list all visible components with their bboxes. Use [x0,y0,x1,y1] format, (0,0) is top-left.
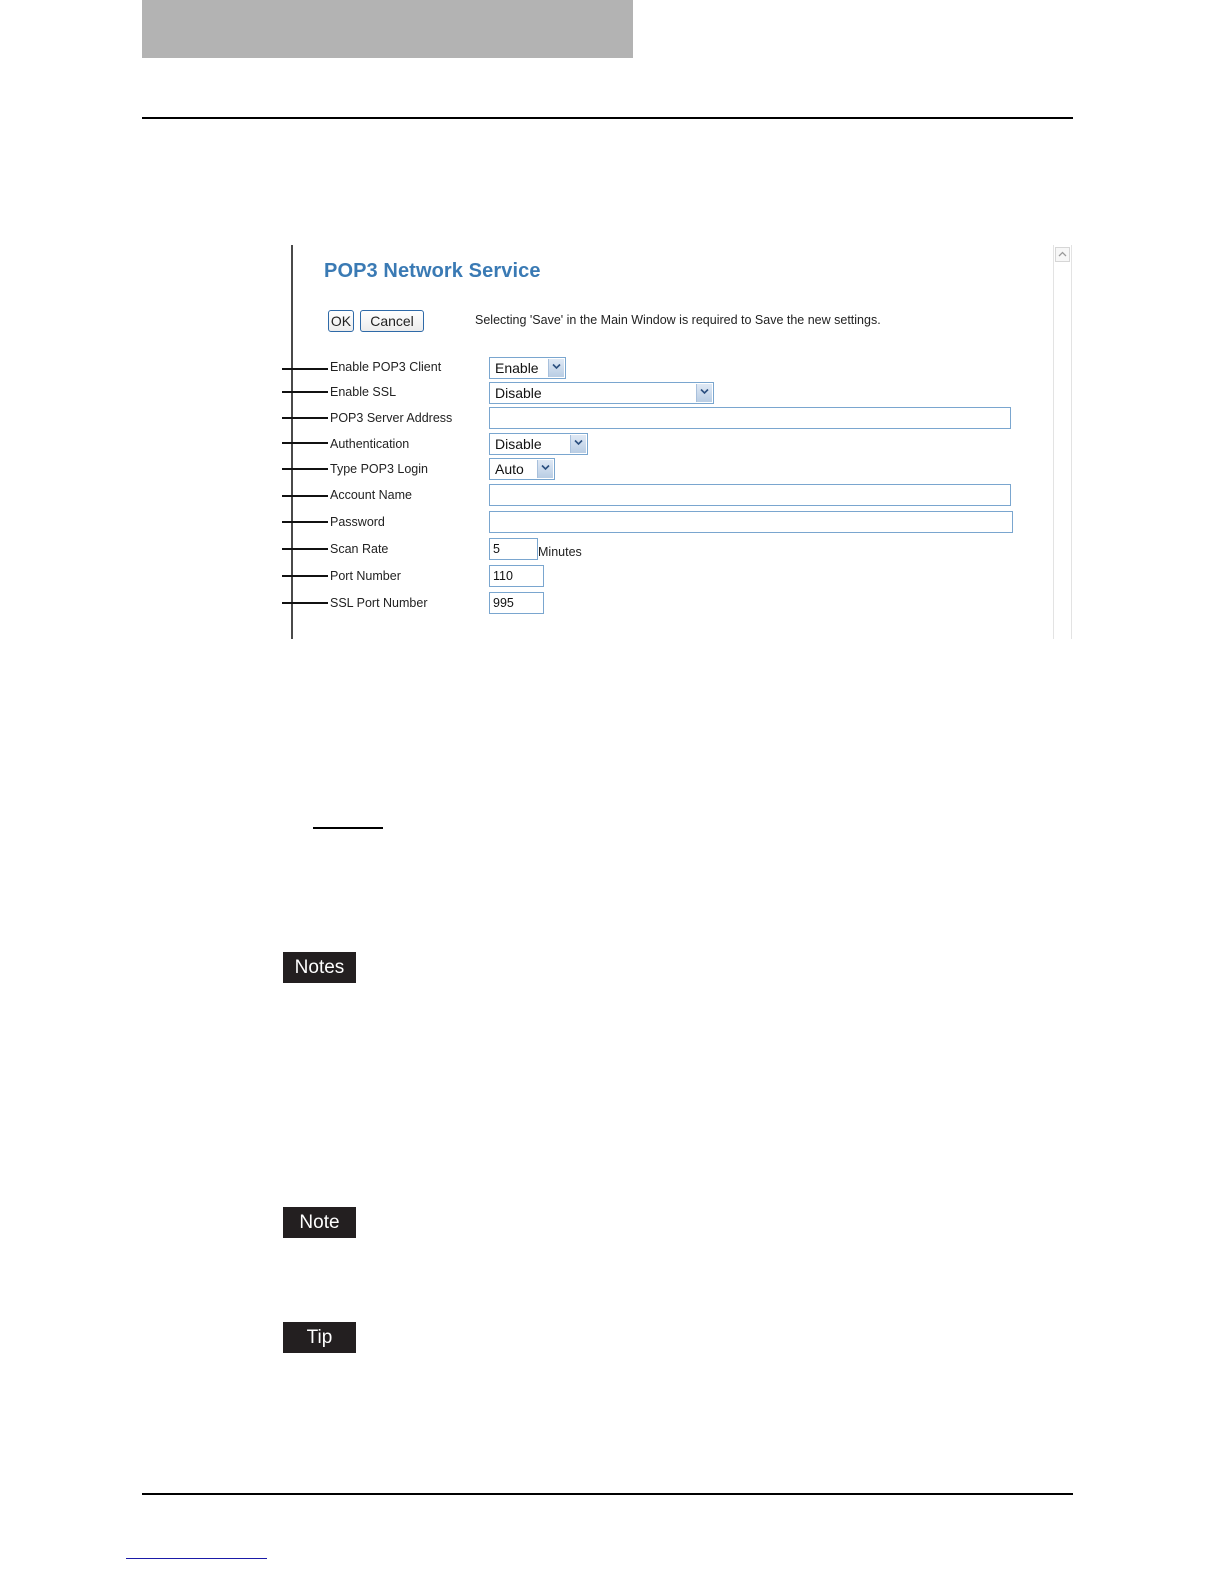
authentication-value: Disable [495,436,542,452]
footer-rule [142,1493,1073,1495]
callout-line [282,442,328,444]
authentication-label: Authentication [330,437,410,451]
port-number-input[interactable]: 110 [489,565,544,587]
password-label: Password [330,515,385,529]
enable-ssl-value: Disable [495,385,542,401]
chevron-down-icon [570,435,586,453]
authentication-select[interactable] [489,433,588,455]
page-title: POP3 Network Service [324,260,541,282]
callout-line [282,368,328,370]
chevron-down-icon [548,359,564,377]
scan-rate-label: Scan Rate [330,542,389,556]
chevron-down-icon [537,460,553,478]
section-rule [313,827,383,829]
pop3-server-address-label: POP3 Server Address [330,411,453,425]
chevron-down-icon [696,384,712,402]
scroll-up-button[interactable] [1055,247,1070,262]
header-rule [142,117,1073,119]
header-gray-block [142,0,633,58]
enable-ssl-label: Enable SSL [330,385,397,399]
enable-pop3-client-value: Enable [495,360,539,376]
account-name-input[interactable] [489,484,1011,506]
ssl-port-number-input[interactable]: 995 [489,592,544,614]
callout-line [282,521,328,523]
enable-ssl-select[interactable] [489,382,714,404]
type-pop3-login-select[interactable] [489,458,555,480]
enable-pop3-client-select[interactable] [489,357,566,379]
cancel-button[interactable]: Cancel [360,310,424,332]
scan-rate-unit: Minutes [538,545,582,559]
account-name-label: Account Name [330,488,412,502]
vertical-scrollbar[interactable] [1053,245,1072,639]
callout-line [282,468,328,470]
callout-line [282,417,328,419]
port-number-label: Port Number [330,569,401,583]
type-pop3-login-label: Type POP3 Login [330,462,428,476]
password-input[interactable] [489,511,1013,533]
callout-line [282,602,328,604]
pop3-server-address-input[interactable] [489,407,1011,429]
chevron-up-icon [1056,248,1069,261]
note-tag: Note [283,1207,356,1238]
ssl-port-number-label: SSL Port Number [330,596,428,610]
type-pop3-login-value: Auto [495,461,524,477]
callout-line [282,495,328,497]
callout-line [282,575,328,577]
footer-link-underline [126,1558,267,1559]
ok-button[interactable]: OK [328,310,354,332]
tip-tag: Tip [283,1322,356,1353]
callout-line [282,548,328,550]
callout-line [282,391,328,393]
notes-tag: Notes [283,952,356,983]
scan-rate-input[interactable]: 5 [489,538,538,560]
enable-pop3-client-label: Enable POP3 Client [330,360,442,374]
save-notice: Selecting 'Save' in the Main Window is required to Save the new settings. [475,313,881,327]
